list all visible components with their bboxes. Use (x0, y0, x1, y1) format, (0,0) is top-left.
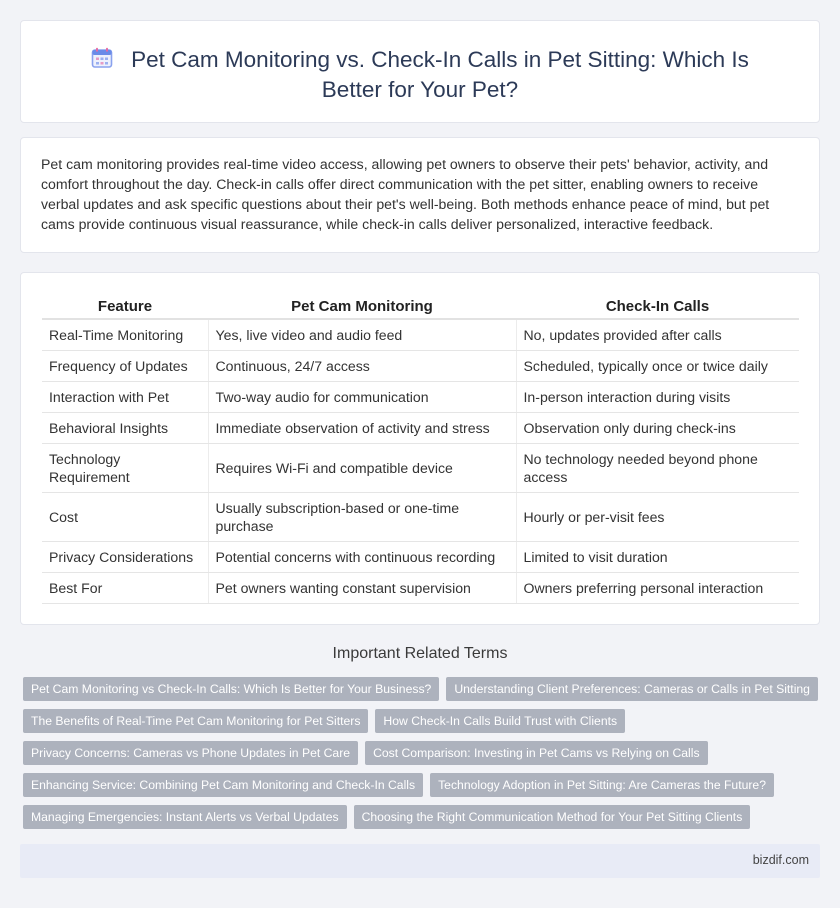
header-check-in: Check-In Calls (516, 297, 799, 319)
row-pet-cam: Requires Wi-Fi and compatible device (208, 444, 516, 493)
table-row (42, 444, 799, 493)
header-feature: Feature (42, 297, 208, 319)
related-term-link[interactable]: Understanding Client Preferences: Cameras or Calls in Pet Sitting (446, 677, 818, 701)
footer (20, 844, 820, 878)
row-feature: Privacy Considerations (42, 542, 208, 573)
table-row (42, 413, 799, 444)
table-row (42, 542, 799, 573)
row-feature: Real-Time Monitoring (42, 319, 208, 351)
row-pet-cam: Potential concerns with continuous recording (208, 542, 516, 573)
page-title: Pet Cam Monitoring vs. Check-In Calls in Pet Sitting: Which Is Better for Your Pet? (131, 47, 749, 102)
row-feature: Frequency of Updates (42, 351, 208, 382)
header-pet-cam: Pet Cam Monitoring (208, 297, 516, 319)
footer-site[interactable]: bizdif.com (752, 853, 809, 867)
comparison-table (42, 297, 799, 604)
related-term-link[interactable]: Privacy Concerns: Cameras vs Phone Updates in Pet Care (23, 741, 358, 765)
row-check-in: No, updates provided after calls (516, 319, 799, 351)
comparison-card (20, 272, 820, 625)
row-feature: Best For (42, 573, 208, 604)
row-check-in: Scheduled, typically once or twice daily (516, 351, 799, 382)
row-check-in: No technology needed beyond phone access (516, 444, 799, 493)
row-feature: Cost (42, 493, 208, 542)
related-terms-title: Important Related Terms (332, 645, 508, 662)
related-term-link[interactable]: Choosing the Right Communication Method for Your Pet Sitting Clients (354, 805, 751, 829)
table-row (42, 319, 799, 351)
row-pet-cam: Pet owners wanting constant supervision (208, 573, 516, 604)
row-check-in: Hourly or per-visit fees (516, 493, 799, 542)
row-check-in: Limited to visit duration (516, 542, 799, 573)
row-check-in: In-person interaction during visits (516, 382, 799, 413)
calendar-icon (91, 47, 113, 69)
row-check-in: Observation only during check-ins (516, 413, 799, 444)
row-feature: Behavioral Insights (42, 413, 208, 444)
row-feature: Technology Requirement (42, 444, 208, 493)
table-row (42, 351, 799, 382)
row-pet-cam: Two-way audio for communication (208, 382, 516, 413)
title-card (20, 20, 820, 123)
table-row (42, 493, 799, 542)
related-term-link[interactable]: How Check-In Calls Build Trust with Clients (375, 709, 625, 733)
related-term-link[interactable]: Technology Adoption in Pet Sitting: Are Cameras the Future? (430, 773, 774, 797)
row-pet-cam: Usually subscription-based or one-time purchase (208, 493, 516, 542)
related-term-link[interactable]: Enhancing Service: Combining Pet Cam Monitoring and Check-In Calls (23, 773, 423, 797)
intro-card (20, 137, 820, 253)
related-term-link[interactable]: Cost Comparison: Investing in Pet Cams vs Relying on Calls (365, 741, 708, 765)
row-feature: Interaction with Pet (42, 382, 208, 413)
row-pet-cam: Continuous, 24/7 access (208, 351, 516, 382)
row-pet-cam: Immediate observation of activity and stress (208, 413, 516, 444)
intro-paragraph: Pet cam monitoring provides real-time video access, allowing pet owners to observe their pets' behavior, activity, and comfort throughout the day. Check-in calls offer direct communication with the pet sitter, enabling owners to receive verbal updates and ask specific questions about their pet's well-being. Both methods enhance peace of mind, but pet cams provide continuous visual reassurance, while check-in calls deliver personalized, interactive feedback. (41, 156, 770, 232)
row-pet-cam: Yes, live video and audio feed (208, 319, 516, 351)
table-row (42, 382, 799, 413)
related-terms-list (23, 677, 818, 837)
table-row (42, 573, 799, 604)
row-check-in: Owners preferring personal interaction (516, 573, 799, 604)
related-term-link[interactable]: Pet Cam Monitoring vs Check-In Calls: Which Is Better for Your Business? (23, 677, 439, 701)
page-header (21, 45, 819, 105)
table-header-row (42, 297, 799, 319)
related-term-link[interactable]: Managing Emergencies: Instant Alerts vs Verbal Updates (23, 805, 347, 829)
related-term-link[interactable]: The Benefits of Real-Time Pet Cam Monitoring for Pet Sitters (23, 709, 368, 733)
